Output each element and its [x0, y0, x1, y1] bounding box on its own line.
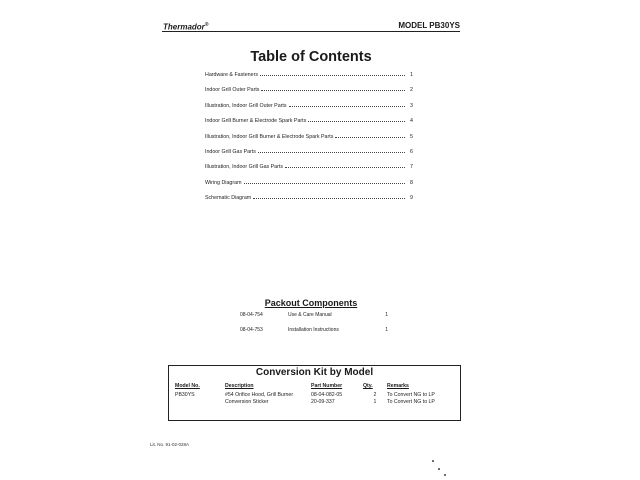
conversion-kit-title: Conversion Kit by Model [255, 367, 374, 378]
packout-item: 08-04-754 Use & Care Manual 1 [240, 312, 388, 318]
toc-entry: Hardware & Fasteners 1 [205, 72, 413, 78]
scan-speck [444, 474, 446, 476]
toc-entry: Indoor Grill Outer Parts 2 [205, 87, 413, 94]
scan-speck [432, 460, 434, 462]
toc-entry: Illustration, Indoor Grill Gas Parts 7 [205, 164, 413, 171]
model-number: MODEL PB30YS [398, 21, 460, 30]
page-title: Table of Contents [250, 49, 372, 65]
packout-list [240, 312, 388, 342]
conversion-table-header: Model No. Description Part Number Qty. Remarks [175, 383, 409, 389]
toc-entry: Schematic Diagram 9 [205, 195, 413, 202]
toc-entry: Illustration, Indoor Grill Outer Parts 3 [205, 102, 413, 109]
packout-title: Packout Components [264, 298, 358, 308]
toc-entry: Indoor Grill Gas Parts 6 [205, 148, 413, 155]
toc-entry: Illustration, Indoor Grill Burner & Electrode Spark Parts 5 [205, 133, 413, 140]
toc-entry: Indoor Grill Burner & Electrode Spark Parts 4 [205, 118, 413, 125]
packout-item: 08-04-753 Installation Instructions 1 [240, 327, 388, 333]
literature-number: Lit. No. 91-02-028A [150, 442, 190, 447]
table-row: PB30YS #54 Orifice Hood, Grill Burner 08-04-082-05 2 To Convert NG to LP [175, 392, 435, 398]
header-divider [162, 31, 460, 32]
toc-entry: Wiring Diagram 8 [205, 179, 413, 186]
scan-speck [438, 468, 440, 470]
table-of-contents [205, 72, 413, 211]
table-row: Conversion Sticker 20-09-337 1 To Convert NG to LP [225, 399, 435, 405]
brand-name: Thermador® [163, 22, 209, 32]
